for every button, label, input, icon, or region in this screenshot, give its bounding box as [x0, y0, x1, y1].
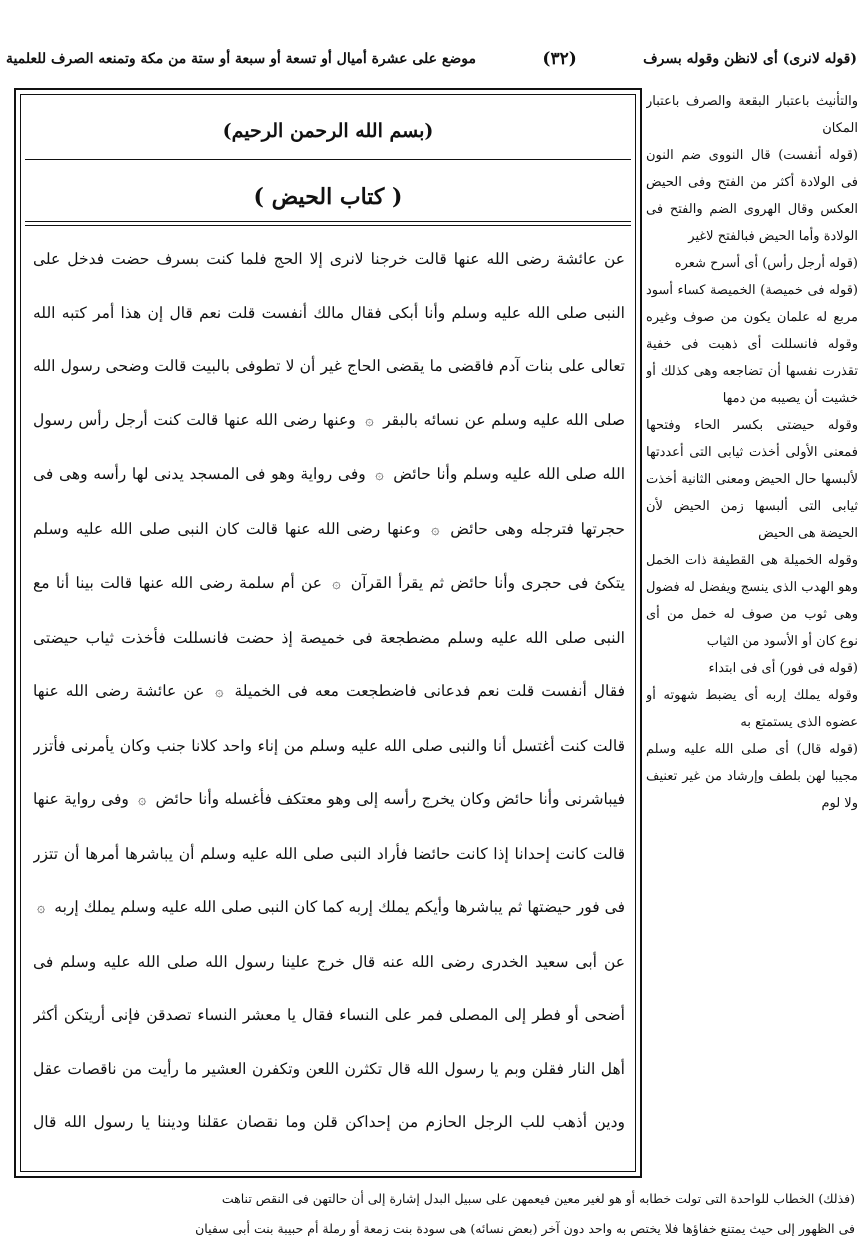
margin-note: (قوله أنفست) قال النووى ضم النون فى الولادة أكثر من الفتح وفى الحيض العكس وقال الهروى الضم والفتح فى الولادة وأما الحيض فبالفتح لاغير: [646, 148, 858, 244]
flower-separator-icon: ۞: [365, 412, 374, 429]
flower-separator-icon: ۞: [37, 900, 46, 916]
margin-note: (قوله فى فور) أى فى ابتداء: [708, 661, 858, 676]
margin-note: وقوله الخميلة هى القطيفة ذات الخمل وهو الهدب الذى ينسج ويفضل له فضول وهى ثوب من صوف له خمل من أى نوع كان أو الأسود من الثياب: [646, 553, 858, 649]
hadith-paragraph: وعنها رضى الله عنها قالت كان النبى صلى الله عليه وسلم يتكئ فى حجرى وأنا حائض ثم يقرأ القرآن: [33, 519, 625, 592]
frame-inner-border: [20, 94, 636, 1172]
footnote-line: فى الظهور إلى حيث يمتنع خفاؤها فلا يختص به واحد دون آخر (بعض نسائه) هى سودة بنت زمعة أو رملة أم حبيبة بنت أبى سفيان: [195, 1221, 855, 1236]
header-left-text: موضع على عشرة أميال أو تسعة أو سبعة أو ستة من مكة وتمنعه الصرف للعلمية: [6, 51, 476, 67]
header-right-text: (قوله لانرى) أى لانظن وقوله بسرف: [643, 51, 857, 67]
footnote-commentary: [8, 1184, 855, 1256]
flower-separator-icon: ۞: [375, 467, 384, 483]
hadith-paragraph: وفى رواية وهو فى المسجد يدنى لها رأسه وهى فى حجرتها فترجله وهى حائض: [33, 465, 625, 538]
divider-rule: [25, 159, 631, 160]
hadith-paragraph: عن أم سلمة رضى الله عنها قالت بينا أنا مع النبى صلى الله عليه وسلم مضطجعة فى خميصة إذ حضت فانسللت فأخذت ثياب حيضتى فقال أنفست قلت نعم فدعانى فاضطجعت معه فى الخميلة: [33, 574, 625, 700]
hadith-paragraph: وفى رواية عنها قالت كانت إحدانا إذا كانت حائضا فأراد النبى صلى الله عليه وسلم أن يباشرها أمرها أن تتزر فى فور حيضتها ثم يباشرها وأيكم يملك إربه كما كان النبى صلى الله عليه وسلم يملك إربه: [33, 790, 625, 916]
flower-separator-icon: ۞: [138, 792, 147, 808]
page-number: (٣٢): [542, 49, 577, 69]
margin-commentary: [646, 88, 858, 1180]
flower-separator-icon: ۞: [431, 521, 440, 538]
hadith-paragraph: عن أبى سعيد الخدرى رضى الله عنه قال خرج علينا رسول الله صلى الله عليه وسلم فى أضحى أو فطر إلى المصلى فمر على النساء فقال يا معشر النساء تصدقن فإنى أريتكن أكثر أهل النار فقلن وبم يا رسول الله قال تكثرن اللعن وتكفرن العشير ما رأيت من ناقصات عقل ودين أذهب للب الرجل الحازم من إحداكن قلن وما نقصان عقلنا وديننا يا رسول الله قال: [33, 952, 625, 1131]
running-header: [6, 34, 857, 84]
hadith-paragraph: عن عائشة رضى الله عنها قالت كنت أغتسل أنا والنبى صلى الله عليه وسلم من إناء واحد كلانا جنب وكان يأمرنى فأتزر فيباشرنى وأنا حائض وكان يخرج رأسه إلى وهو معتكف فأغسله وأنا حائض: [33, 682, 625, 808]
margin-note: (قوله فى خميصة) الخميصة كساء أسود مربع له علمان يكون من صوف وغيره وقوله فانسللت أى ذهبت فى خفية تقذرت نفسها أن تضاجعه وهى كذلك أو خشيت أن يصيبه من دمها: [646, 283, 858, 406]
hadith-paragraph: وعنها رضى الله عنها قالت كنت أرجل رأس رسول الله صلى الله عليه وسلم وأنا حائض: [33, 410, 625, 483]
margin-note: والتأنيث باعتبار البقعة والصرف باعتبار المكان: [646, 94, 858, 136]
flower-separator-icon: ۞: [215, 684, 224, 700]
hadith-text: [33, 233, 625, 1163]
book-title: ( كتاب الحيض ): [253, 184, 403, 210]
main-text-frame: [14, 88, 642, 1178]
footnote-line: (فذلك) الخطاب للواحدة التى تولت خطابه أو هو لغير معين فيعمهن على سبيل البدل إشارة إلى أن حالتهن فى النقص تناهت: [221, 1191, 855, 1206]
flower-separator-icon: ۞: [332, 576, 341, 592]
divider-rule: [25, 225, 631, 226]
basmala-heading: (بسم الله الرحمن الرحيم): [222, 120, 434, 142]
divider-rule: [25, 221, 631, 222]
margin-note: (قوله أرجل رأس) أى أسرح شعره: [674, 256, 858, 271]
hadith-body: [33, 233, 625, 1163]
hadith-paragraph: عن عائشة رضى الله عنها قالت خرجنا لانرى إلا الحج فلما كنت بسرف حضت فدخل على النبى صلى الله عليه وسلم وأنا أبكى فقال مالك أنفست قلت نعم قال إن هذا أمر كتبه الله تعالى على بنات آدم فاقضى ما يقضى الحاج غير أن لا تطوفى بالبيت قالت وضحى رسول الله صلى الله عليه وسلم عن نسائه بالبقر: [33, 250, 625, 429]
margin-note: وقوله حيضتى بكسر الحاء وفتحها فمعنى الأولى أخذت ثيابى التى أعددتها لألبسها حال الحيض ومعنى الثانية أخذت ثيابى التى ألبسها زمن الحيض لأن الحيضة هى الحيض: [646, 418, 858, 541]
margin-note: (قوله قال) أى صلى الله عليه وسلم مجيبا لهن بلطف وإرشاد من غير تعنيف ولا لوم: [646, 742, 858, 811]
margin-note: وقوله يملك إربه أى يضبط شهوته أو عضوه الذى يستمتع به: [646, 688, 858, 730]
